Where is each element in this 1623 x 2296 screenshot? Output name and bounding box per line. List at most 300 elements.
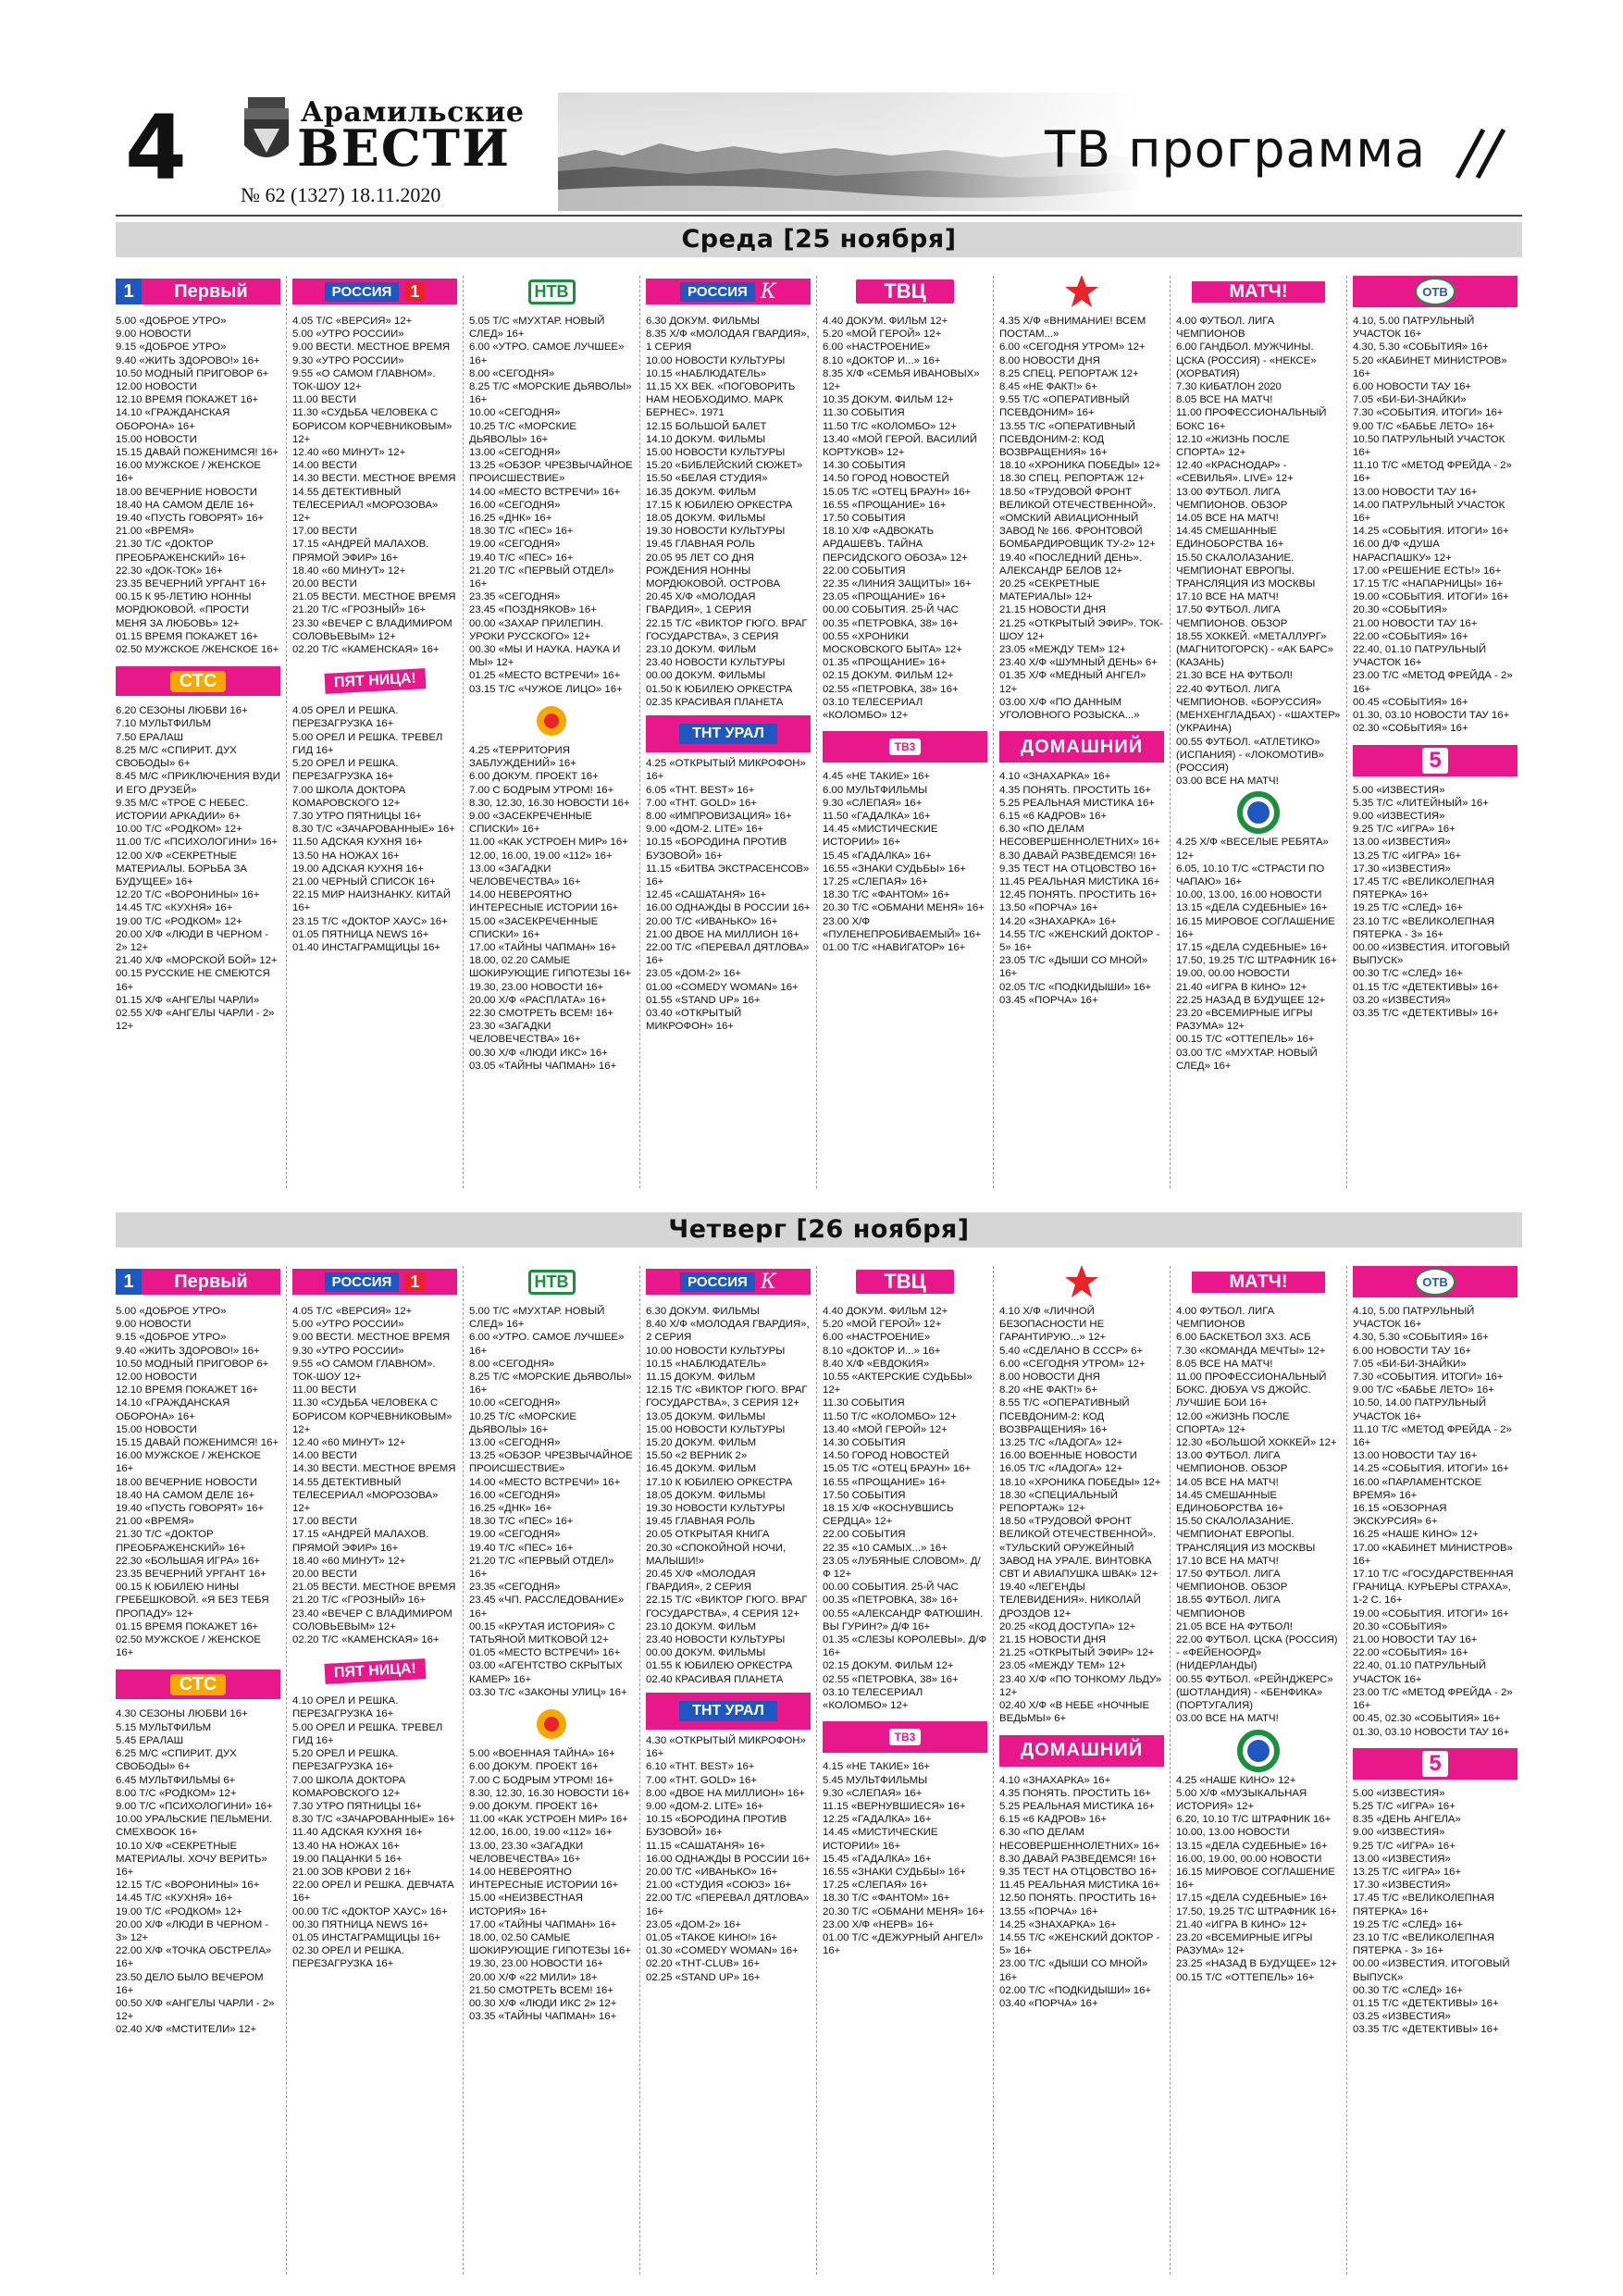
program-line: 00.00 «ИЗВЕСТИЯ. ИТОГОВЫЙ ВЫПУСК» xyxy=(1353,1958,1510,1983)
program-line: 03.35 Т/С «ДЕТЕКТИВЫ» 16+ xyxy=(1353,1007,1499,1019)
program-line: 8.20 «НЕ ФАКТ!» 6+ xyxy=(999,1384,1097,1396)
program-line: 12.00 «ЖИЗНЬ ПОСЛЕ СПОРТА» 12+ xyxy=(1176,1410,1290,1435)
channel-logo-five xyxy=(1353,745,1518,776)
program-line: 7.00 ШКОЛА ДОКТОРА КОМАРОВСКОГО 12+ xyxy=(292,784,406,809)
program-line: 5.20 «МОЙ ГЕРОЙ» 12+ xyxy=(823,1319,942,1331)
program-line: 02.50 МУЖСКОЕ / ЖЕНСКОЕ 16+ xyxy=(116,1634,261,1659)
program-line: 14.45 СМЕШАННЫЕ ЕДИНОБОРСТВА 16+ xyxy=(1176,526,1284,551)
program-line: 20.45 Х/Ф «МОЛОДАЯ ГВАРДИЯ», 2 СЕРИЯ xyxy=(646,1569,756,1594)
program-line: 23.10 Т/С «ВЕЛИКОЛЕПНАЯ ПЯТЕРКА - 3» 16+ xyxy=(1353,915,1494,940)
program-line: 21.00 ДВОЕ НА МИЛЛИОН 16+ xyxy=(646,928,799,940)
newspaper-name-top: Арамильские xyxy=(301,96,525,129)
program-line: 21.00 НОВОСТИ ТАУ 16+ xyxy=(1353,617,1478,629)
program-line: 17.00 «ТАЙНЫ ЧАПМАН» 16+ xyxy=(469,1918,617,1930)
program-line: 14.45 Т/С «КУХНЯ» 16+ xyxy=(116,1893,233,1905)
program-line: 23.05 «ДОМ-2» 16+ xyxy=(646,1918,742,1930)
column-divider xyxy=(286,276,287,1188)
program-line: 4.35 ПОНЯТЬ. ПРОСТИТЬ 16+ xyxy=(999,784,1151,796)
program-line: 6.20, 10.10 Т/С ШТРАФНИК 16+ xyxy=(1176,1814,1332,1826)
program-line: 8.55 Т/С «ОПЕРАТИВНЫЙ ПСЕВДОНИМ-2: КОД ВОЗВРАЩЕНИЯ» 16+ xyxy=(999,1397,1130,1435)
program-line: 00.45, 02.30 «СОБЫТИЯ» 16+ xyxy=(1353,1713,1501,1725)
program-line: 14.55 ДЕТЕКТИВНЫЙ ТЕЛЕСЕРИАЛ «МОРОЗОВА» 12+ xyxy=(292,1476,439,1515)
program-line: 00.55 ФУТБОЛ. «РЕЙНДЖЕРС» (ШОТЛАНДИЯ) - «БЕНФИКА» (ПОРТУГАЛИЯ) xyxy=(1176,1673,1333,1712)
program-line: 11.15 ХХ ВЕК. «ПОГОВОРИТЬ НАМ НЕОБХОДИМО. МАРК БЕРНЕС». 1971 xyxy=(646,381,796,419)
channel-logo-text: ТНТ УРАЛ xyxy=(679,1701,777,1721)
program-line: 8.10 «ДОКТОР И...» 16+ xyxy=(823,354,941,366)
program-line: 00.30 ПЯТНИЦА NEWS 16+ xyxy=(292,1918,429,1930)
program-line: 19.00 «СОБЫТИЯ. ИТОГИ» 16+ xyxy=(1353,591,1509,603)
program-line: 23.45 «ПОЗДНЯКОВ» 16+ xyxy=(469,604,597,616)
program-line: 17.00 «ТАЙНЫ ЧАПМАН» 16+ xyxy=(469,941,617,953)
channel-column xyxy=(999,276,1164,1188)
program-line: 11.50 Т/С «КОЛОМБО» 12+ xyxy=(823,420,957,432)
program-line: 22.15 Т/С «ВИКТОР ГЮГО. ВРАГ ГОСУДАРСТВА», 3 СЕРИЯ xyxy=(646,617,808,642)
channel-logo-text: НТВ xyxy=(528,279,576,304)
channel-column xyxy=(292,276,457,1188)
program-line: 22.40, 01.10 ПАТРУЛЬНЫЙ УЧАСТОК 16+ xyxy=(1353,1660,1487,1685)
channel-column xyxy=(1176,276,1341,1188)
program-line: 18.30 Т/С «ПЕС» 16+ xyxy=(469,1516,574,1528)
program-line: 00.00 ДОКУМ. ФИЛЬМЫ xyxy=(646,670,766,682)
program-line: 03.00 ВСЕ НА МАТЧ! xyxy=(1176,1713,1279,1725)
program-line: 01.35 «ПРОЩАНИЕ» 16+ xyxy=(823,657,947,669)
program-line: 21.00 «ВРЕМЯ» xyxy=(116,526,194,538)
program-line: 21.20 Т/С «ПЕРВЫЙ ОТДЕЛ» 16+ xyxy=(469,565,614,590)
program-line: 19.30, 23.00 НОВОСТИ 16+ xyxy=(469,981,604,993)
program-line: 11.40 АДСКАЯ КУХНЯ 16+ xyxy=(292,1827,423,1839)
program-line: 16.15 МИРОВОЕ СОГЛАШЕНИЕ 16+ xyxy=(1176,915,1335,940)
program-line: 19.45 ГЛАВНАЯ РОЛЬ xyxy=(646,539,756,551)
channel-block-mir xyxy=(1176,1735,1341,1984)
program-line: 4.10, 5.00 ПАТРУЛЬНЫЙ УЧАСТОК 16+ xyxy=(1353,1306,1475,1331)
program-line: 13.00 «ИЗВЕСТИЯ» xyxy=(1353,1853,1451,1865)
program-line: 13.00 ФУТБОЛ. ЛИГА ЧЕМПИОНОВ. ОБЗОР xyxy=(1176,486,1288,511)
program-line: 22.00 ОРЕЛ И РЕШКА. ДЕВЧАТА 16+ xyxy=(292,1880,454,1905)
program-line: 9.30 «СЛЕПАЯ» 16+ xyxy=(823,797,923,809)
channel-logo-number: 1 xyxy=(404,282,425,302)
channel-logo-ntv xyxy=(469,276,634,307)
program-line: 5.15 МУЛЬТФИЛЬМ xyxy=(116,1721,212,1733)
program-line: 00.55 «АЛЕКСАНДР ФАТЮШИН. ВЫ ГУРИН?» Д/Ф 16+ xyxy=(823,1607,984,1632)
program-line: 16.55 «ЗНАКИ СУДЬБЫ» 16+ xyxy=(823,1866,966,1878)
program-line: 03.40 «ПОРЧА» 16+ xyxy=(999,1997,1098,2009)
channel-logo-ural xyxy=(646,718,811,750)
program-line: 21.15 НОВОСТИ ДНЯ xyxy=(999,1634,1107,1646)
program-line: 8.30 ДАВАЙ РАЗВЕДЕМСЯ! 16+ xyxy=(999,1853,1158,1865)
program-line: 16.55 «ПРОЩАНИЕ» 16+ xyxy=(823,1476,947,1488)
program-line: 8.30 Т/С «ЗАЧАРОВАННЫЕ» 16+ xyxy=(292,824,455,836)
program-line: 02.00 Т/С «ПОДКИДЫШИ» 16+ xyxy=(999,1984,1152,1996)
program-line: 9.25 Т/С «ИГРА» 16+ xyxy=(1353,824,1456,836)
channel-logo-number: 1 xyxy=(404,1272,425,1292)
program-line: 8.30, 12.30, 16.30 НОВОСТИ 16+ xyxy=(469,1787,630,1799)
program-line: 15.00 НОВОСТИ xyxy=(116,1423,197,1435)
channel-logo-tvc xyxy=(823,1266,987,1297)
program-line: 21.20 Т/С «ГРОЗНЫЙ» 16+ xyxy=(292,1595,427,1607)
program-line: 10.15 «БОРОДИНА ПРОТИВ БУЗОВОЙ» 16+ xyxy=(646,837,787,862)
program-line: 21.05 ВСЕ НА ФУТБОЛ! xyxy=(1176,1620,1293,1632)
program-line: 14.50 ГОРОД НОВОСТЕЙ xyxy=(823,1450,949,1462)
program-line: 5.05 Т/С «МУХТАР. НОВЫЙ СЛЕД» 16+ xyxy=(469,316,605,341)
program-line: 19.00 ПАЦАНКИ 5 16+ xyxy=(292,1853,403,1865)
program-line: 8.35 «ДЕНЬ АНГЕЛА» xyxy=(1353,1814,1461,1826)
program-line: 10.50 ПАТРУЛЬНЫЙ УЧАСТОК 16+ xyxy=(1353,433,1505,459)
program-line: 13.00, 23.30 «ЗАГАДКИ ЧЕЛОВЕЧЕСТВА» 16+ xyxy=(469,1840,584,1865)
program-line: 8.00 «СЕГОДНЯ» xyxy=(469,367,555,379)
channel-logo-number: К xyxy=(760,1270,776,1294)
program-line: 23.00 Т/С «МЕТОД ФРЕЙДА - 2» 16+ xyxy=(1353,670,1513,695)
program-line: 13.15 «ДЕЛА СУДЕБНЫЕ» 16+ xyxy=(1176,902,1328,914)
program-line: 12.40 «60 МИНУТ» 12+ xyxy=(292,1437,406,1449)
program-line: 14.00 ВЕСТИ xyxy=(292,460,357,472)
program-line: 14.25 «СОБЫТИЯ. ИТОГИ» 16+ xyxy=(1353,1463,1509,1475)
program-line: 20.25 «СЕКРЕТНЫЕ МАТЕРИАЛЫ» 12+ xyxy=(999,578,1100,603)
program-line: 9.35 М/С «ТРОЕ С НЕБЕС. ИСТОРИИ АРКАДИИ» 6+ xyxy=(116,797,249,822)
column-divider xyxy=(1346,276,1347,1188)
program-line: 14.00 ПАТРУЛЬНЫЙ УЧАСТОК 16+ xyxy=(1353,499,1505,525)
coat-of-arms-icon xyxy=(241,97,292,169)
program-line: 01.30, 03.10 НОВОСТИ ТАУ 16+ xyxy=(1353,710,1510,722)
channel-block-pyat xyxy=(292,1656,457,1970)
program-line: 23.25 «НАЗАД В БУДУЩЕЕ» 12+ xyxy=(1176,1958,1337,1970)
channel-block-tvc xyxy=(823,1266,987,1712)
channel-block-tv3 xyxy=(823,1721,987,1957)
program-line: 4.05 ОРЕЛ И РЕШКА. ПЕРЕЗАГРУЗКА 16+ xyxy=(292,705,399,730)
program-line: 20.30 Т/С «ОБМАНИ МЕНЯ» 16+ xyxy=(823,1905,985,1917)
program-line: 4.25 Х/Ф «ВЕСЕЛЫЕ РЕБЯТА» 12+ xyxy=(1176,837,1329,862)
program-line: 21.20 Т/С «ПЕРВЫЙ ОТДЕЛ» 16+ xyxy=(469,1555,614,1581)
program-line: 17.15 «ДЕЛА СУДЕБНЫЕ» 16+ xyxy=(1176,941,1328,953)
channel-block-dom xyxy=(999,731,1164,1007)
column-divider xyxy=(639,1266,640,2275)
program-line: 11.45 РЕАЛЬНАЯ МИСТИКА 16+ xyxy=(999,1880,1160,1892)
channel-block-match xyxy=(1176,276,1341,788)
program-line: 00.50 Х/Ф «АНГЕЛЫ ЧАРЛИ - 2» 12+ xyxy=(116,1997,275,2023)
program-line: 14.55 Т/С «ЖЕНСКИЙ ДОКТОР - 5» 16+ xyxy=(999,1931,1160,1957)
program-line: 00.30 Т/С «СЛЕД» 16+ xyxy=(1353,1984,1463,1996)
column-divider xyxy=(1346,1266,1347,2275)
program-line: 8.35 Х/Ф «СЕМЬЯ ИВАНОВЫХ» 12+ xyxy=(823,367,980,393)
channel-logo-text: ОТВ xyxy=(1415,278,1456,305)
program-line: 21.20 Т/С «ГРОЗНЫЙ» 16+ xyxy=(292,604,427,616)
program-line: 15.15 ДАВАЙ ПОЖЕНИМСЯ! 16+ xyxy=(116,447,279,459)
program-line: 4.10, 5.00 ПАТРУЛЬНЫЙ УЧАСТОК 16+ xyxy=(1353,316,1475,341)
program-line: 00.30 Х/Ф «ЛЮДИ ИКС 2» 12+ xyxy=(469,1997,617,2009)
program-line: 6.00 «УТРО. САМОЕ ЛУЧШЕЕ» 16+ xyxy=(469,341,625,366)
program-line: 00.00 СОБЫТИЯ. 25-Й ЧАС xyxy=(823,1582,959,1594)
program-line: 01.50 К ЮБИЛЕЮ ОРКЕСТРА xyxy=(646,683,793,695)
program-line: 16.45 ДОКУМ. ФИЛЬМ xyxy=(646,1463,757,1475)
program-line: 02.55 Х/Ф «АНГЕЛЫ ЧАРЛИ - 2» 12+ xyxy=(116,1007,275,1033)
program-line: 10.00, 13.00, 16.00 НОВОСТИ xyxy=(1176,889,1322,901)
program-line: 19.00 АДСКАЯ КУХНЯ 16+ xyxy=(292,863,424,875)
program-line: 02.35 КРАСИВАЯ ПЛАНЕТА xyxy=(646,696,784,708)
channel-logo-perviy xyxy=(116,276,280,307)
program-line: 02.15 ДОКУМ. ФИЛЬМ 12+ xyxy=(823,670,954,682)
program-line: 18.30 СПЕЦ. РЕПОРТАЖ 12+ xyxy=(999,473,1145,485)
program-line: 14.05 ВСЕ НА МАТЧ! xyxy=(1176,1476,1279,1488)
channel-logo-kultura xyxy=(646,276,811,307)
program-line: 21.50 СМОТРЕТЬ ВСЕМ! 16+ xyxy=(469,1984,614,1996)
program-line: 6.30 ДОКУМ. ФИЛЬМЫ xyxy=(646,316,760,327)
program-line: 14.10 «ГРАЖДАНСКАЯ ОБОРОНА» 16+ xyxy=(116,1397,230,1422)
channel-logo-dom xyxy=(999,731,1164,763)
program-line: 14.00 НЕВЕРОЯТНО ИНТЕРЕСНЫЕ ИСТОРИИ 16+ xyxy=(469,889,619,914)
channel-logo-zvezda xyxy=(999,1266,1164,1297)
channel-logo-ren xyxy=(469,705,634,737)
channel-block-kultura xyxy=(646,276,811,709)
channel-logo-text: ТВ3 xyxy=(889,738,922,755)
channel-column xyxy=(823,276,987,1188)
program-line: 12.25 «ГАДАЛКА» 16+ xyxy=(823,1814,932,1826)
program-line: 17.15 «АНДРЕЙ МАЛАХОВ. ПРЯМОЙ ЭФИР» 16+ xyxy=(292,539,429,564)
program-line: 12.40 «КРАСНОДАР» - «СЕВИЛЬЯ». LIVE» 12+ xyxy=(1176,460,1294,485)
program-line: 8.30, 12.30, 16.30 НОВОСТИ 16+ xyxy=(469,797,630,809)
program-line: 13.40 НА НОЖАХ 16+ xyxy=(292,1840,400,1852)
program-line: 11.45 РЕАЛЬНАЯ МИСТИКА 16+ xyxy=(999,875,1160,887)
program-line: 12.45 «САШАТАНЯ» 16+ xyxy=(646,889,767,901)
program-line: 01.15 Т/С «ДЕТЕКТИВЫ» 16+ xyxy=(1353,1997,1499,2009)
program-line: 14.30 ВЕСТИ. МЕСТНОЕ ВРЕМЯ xyxy=(292,1463,456,1475)
program-line: 19.40 «ЛЕГЕНДЫ ТЕЛЕВИДЕНИЯ». НИКОЛАЙ ДРОЗДОВ 12+ xyxy=(999,1582,1141,1620)
program-line: 01.55 К ЮБИЛЕЮ ОРКЕСТРА xyxy=(646,1660,793,1672)
program-line: 22.25 НАЗАД В БУДУЩЕЕ 12+ xyxy=(1176,994,1326,1006)
program-line: 18.50 «ТРУДОВОЙ ФРОНТ ВЕЛИКОЙ ОТЕЧЕСТВЕННОЙ». «ОМСКИЙ АВИАЦИОННЫЙ ЗАВОД № 166. ФРОНТОВОЙ БОМБАРДИРОВЩИК ТУ-2» 12+ xyxy=(999,486,1157,551)
program-line: 10.35 ДОКУМ. ФИЛЬМ 12+ xyxy=(823,394,954,406)
channel-block-ntv xyxy=(469,276,634,696)
program-line: 20.30 «СОБЫТИЯ» xyxy=(1353,604,1448,616)
program-line: 22.15 Т/С «ВИКТОР ГЮГО. ВРАГ ГОСУДАРСТВА», 4 СЕРИЯ 12+ xyxy=(646,1595,808,1620)
program-line: 14.30 СОБЫТИЯ xyxy=(823,1437,906,1449)
program-line: 01.40 ИНСТАГРАМЩИЦЫ 16+ xyxy=(292,941,441,953)
channel-logo-text: ТНТ УРАЛ xyxy=(679,724,777,744)
program-line: 5.00 «ИЗВЕСТИЯ» xyxy=(1353,1787,1445,1799)
channel-logo-five xyxy=(1353,1748,1518,1780)
channel-logo-mir xyxy=(1176,1735,1341,1767)
program-line: 13.00 НОВОСТИ ТАУ 16+ xyxy=(1353,486,1478,498)
channel-column xyxy=(116,276,280,1188)
program-line: 8.25 Т/С «МОРСКИЕ ДЬЯВОЛЫ» 16+ xyxy=(469,381,632,406)
mir-globe-icon xyxy=(1237,1730,1280,1772)
program-line: 22.40, 01.10 ПАТРУЛЬНЫЙ УЧАСТОК 16+ xyxy=(1353,644,1487,669)
program-line: 13.25 Т/С «ЛАДОГА» 12+ xyxy=(999,1437,1123,1449)
program-line: 8.00 «ИМПРОВИЗАЦИЯ» 16+ xyxy=(646,810,792,822)
program-line: 5.00 Т/С «МУХТАР. НОВЫЙ СЛЕД» 16+ xyxy=(469,1306,605,1331)
channel-logo-text: ДОМАШНИЙ xyxy=(1020,1740,1144,1760)
program-line: 22.30 «БОЛЬШАЯ ИГРА» 16+ xyxy=(116,1555,261,1567)
channel-logo-ntv xyxy=(469,1266,634,1297)
program-line: 03.30 Т/С «ЗАКОНЫ УЛИЦ» 16+ xyxy=(469,1686,627,1698)
program-line: 18.00, 02.20 САМЫЕ ШОКИРУЮЩИЕ ГИПОТЕЗЫ 16+ xyxy=(469,955,631,980)
program-line: 00.00 Т/С «ДОКТОР ХАУС» 16+ xyxy=(292,1905,448,1917)
program-line: 22.30 СМОТРЕТЬ ВСЕМ! 16+ xyxy=(469,1007,614,1019)
channel-column xyxy=(646,1266,811,2275)
star-icon xyxy=(1063,1266,1100,1300)
program-line: 13.25 Т/С «ИГРА» 16+ xyxy=(1353,850,1462,862)
program-line: 4.10 «ЗНАХАРКА» 16+ xyxy=(999,771,1111,783)
program-line: 4.25 «ОТКРЫТЫЙ МИКРОФОН» 16+ xyxy=(646,758,806,783)
program-line: 15.45 «ГАДАЛКА» 16+ xyxy=(823,1853,932,1865)
program-line: 6.00 МУЛЬТФИЛЬМЫ xyxy=(823,784,928,796)
day-title-wednesday: Среда [25 ноября] xyxy=(116,222,1522,257)
channel-block-tvc xyxy=(823,276,987,722)
program-line: 16.25 «НАШЕ КИНО» 12+ xyxy=(1353,1529,1479,1541)
program-line: 11.30 «СУДЬБА ЧЕЛОВЕКА С БОРИСОМ КОРЧЕВНИКОВЫМ» 12+ xyxy=(292,407,452,445)
program-line: 22.00 Т/С «ПЕРЕВАЛ ДЯТЛОВА» 16+ xyxy=(646,1893,810,1917)
program-line: 23.40 «ВЕЧЕР С ВЛАДИМИРОМ СОЛОВЬЕВЫМ» 12+ xyxy=(292,1607,452,1632)
program-line: 02.25 «STAND UP» 16+ xyxy=(646,1971,761,1983)
program-line: 13.25 Т/С «ИГРА» 16+ xyxy=(1353,1866,1462,1878)
program-line: 14.20 «ЗНАХАРКА» 16+ xyxy=(999,915,1117,927)
program-line: 16.35 ДОКУМ. ФИЛЬМ xyxy=(646,486,757,498)
program-line: 20.45 Х/Ф «МОЛОДАЯ ГВАРДИЯ», 1 СЕРИЯ xyxy=(646,591,756,616)
program-line: 4.30, 5.30 «СОБЫТИЯ» 16+ xyxy=(1353,341,1489,354)
program-line: 02.40 Х/Ф «В НЕБЕ «НОЧНЫЕ ВЕДЬМЫ» 6+ xyxy=(999,1700,1150,1725)
program-line: 6.00 БАСКЕТБОЛ 3Х3. АСБ xyxy=(1176,1332,1311,1344)
channel-logo-text: СТС xyxy=(170,1674,227,1695)
program-line: 03.00 Т/С «МУХТАР. НОВЫЙ СЛЕД» 16+ xyxy=(1176,1047,1318,1072)
program-line: 19.30 НОВОСТИ КУЛЬТУРЫ xyxy=(646,526,786,538)
program-line: 10.25 Т/С «МОРСКИЕ ДЬЯВОЛЫ» 16+ xyxy=(469,1410,576,1435)
program-line: 13.00 «СЕГОДНЯ» xyxy=(469,1437,561,1449)
day-title-thursday: Четверг [26 ноября] xyxy=(116,1212,1522,1247)
program-line: 6.45 МУЛЬТФИЛЬМЫ 6+ xyxy=(116,1774,236,1786)
program-line: 19.30 НОВОСТИ КУЛЬТУРЫ xyxy=(646,1503,786,1515)
channel-column xyxy=(116,1266,280,2275)
program-line: 10.15 «БОРОДИНА ПРОТИВ БУЗОВОЙ» 16+ xyxy=(646,1814,787,1839)
program-line: 02.40 Х/Ф «МСТИТЕЛИ» 12+ xyxy=(116,2024,257,2036)
program-line: 03.00 «АГЕНТСТВО СКРЫТЫХ КАМЕР» 16+ xyxy=(469,1660,623,1685)
program-line: 10.50, 14.00 ПАТРУЛЬНЫЙ УЧАСТОК 16+ xyxy=(1353,1397,1487,1422)
program-line: 16.00 МУЖСКОЕ / ЖЕНСКОЕ 16+ xyxy=(116,1450,261,1475)
program-line: 02.15 ДОКУМ. ФИЛЬМ 12+ xyxy=(823,1660,954,1672)
program-line: 13.00 «ИЗВЕСТИЯ» xyxy=(1353,837,1451,849)
program-line: 22.15 МИР НАИЗНАНКУ. КИТАЙ 16+ xyxy=(292,889,452,914)
program-line: 00.00 «ИЗВЕСТИЯ. ИТОГОВЫЙ ВЫПУСК» xyxy=(1353,941,1510,967)
program-line: 9.00 «ДОМ-2. LITE» 16+ xyxy=(646,824,764,836)
channel-block-perviy xyxy=(116,1266,280,1659)
program-line: 9.15 «ДОБРОЕ УТРО» xyxy=(116,341,227,354)
program-line: 6.15 «6 КАДРОВ» 16+ xyxy=(999,1814,1108,1826)
program-line: 18.15 Х/Ф «КОСНУВШИСЬ СЕРДЦА» 12+ xyxy=(823,1503,954,1528)
channel-column xyxy=(1353,276,1518,1188)
program-line: 5.20 ОРЕЛ И РЕШКА. ПЕРЕЗАГРУЗКА 16+ xyxy=(292,1748,399,1773)
program-line: 8.45 М/С «ПРИКЛЮЧЕНИЯ ВУДИ И ЕГО ДРУЗЕЙ» xyxy=(116,771,280,796)
page-number: 4 xyxy=(125,96,187,200)
program-line: 20.05 ОТКРЫТАЯ КНИГА xyxy=(646,1529,770,1541)
program-line: 03.00 Х/Ф «ПО ДАННЫМ УГОЛОВНОГО РОЗЫСКА...» xyxy=(999,696,1140,722)
program-line: 23.20 «ВСЕМИРНЫЕ ИГРЫ РАЗУМА» 12+ xyxy=(1176,1007,1313,1033)
program-line: 13.05 ДОКУМ. ФИЛЬМЫ xyxy=(646,1410,766,1422)
channel-block-rossia1 xyxy=(292,276,457,656)
program-line: 16.00, 19.00, 00.00 НОВОСТИ xyxy=(1176,1853,1322,1865)
program-line: 01.15 Т/С «ДЕТЕКТИВЫ» 16+ xyxy=(1353,981,1499,993)
program-line: 00.00 «ЗАХАР ПРИЛЕПИН. УРОКИ РУССКОГО» 12+ xyxy=(469,617,604,642)
program-line: 01.25 «МЕСТО ВСТРЕЧИ» 16+ xyxy=(469,670,621,682)
program-line: 18.40 НА САМОМ ДЕЛЕ 16+ xyxy=(116,499,255,511)
channel-block-zvezda xyxy=(999,276,1164,722)
program-line: 10.10 Х/Ф «СЕКРЕТНЫЕ МАТЕРИАЛЫ. ХОЧУ ВЕРИТЬ» 16+ xyxy=(116,1840,267,1878)
program-line: 17.10 ВСЕ НА МАТЧ! xyxy=(1176,591,1279,603)
program-line: 13.40 «МОЙ ГЕРОЙ. ВАСИЛИЙ КОРТУКОВ» 12+ xyxy=(823,433,978,459)
program-line: 00.15 Т/С «ОТТЕПЕЛЬ» 16+ xyxy=(1176,1971,1315,1983)
program-line: 15.50 СКАЛОЛАЗАНИЕ. ЧЕМПИОНАТ ЕВРОПЫ. ТРАНСЛЯЦИЯ ИЗ МОСКВЫ xyxy=(1176,552,1316,590)
program-line: 03.15 Т/С «ЧУЖОЕ ЛИЦО» 16+ xyxy=(469,683,623,695)
program-line: 21.25 «ОТКРЫТЫЙ ЭФИР». ТОК-ШОУ 12+ xyxy=(999,617,1163,642)
program-line: 17.50, 19.25 Т/С ШТРАФНИК 16+ xyxy=(1176,955,1337,967)
program-line: 15.05 Т/С «ОТЕЦ БРАУН» 16+ xyxy=(823,1463,972,1475)
program-line: 14.25 «ЗНАХАРКА» 16+ xyxy=(999,1918,1117,1930)
program-line: 10.15 «НАБЛЮДАТЕЛЬ» xyxy=(646,1358,767,1370)
program-line: 01.30, 03.10 НОВОСТИ ТАУ 16+ xyxy=(1353,1726,1510,1738)
program-line: 7.00 С БОДРЫМ УТРОМ! 16+ xyxy=(469,1774,614,1786)
program-line: 6.00 НОВОСТИ ТАУ 16+ xyxy=(1353,381,1472,393)
program-line: 11.30 СОБЫТИЯ xyxy=(823,407,905,419)
program-line: 23.15 Т/С «ДОКТОР ХАУС» 16+ xyxy=(292,915,448,927)
channel-logo-stc xyxy=(116,665,280,697)
program-line: 23.00 Х/Ф «ПУЛЕНЕПРОБИВАЕМЫЙ» 16+ xyxy=(823,915,982,940)
program-line: 10.00, 13.00 НОВОСТИ xyxy=(1176,1827,1290,1839)
program-line: 20.00 Х/Ф «РАСПЛАТА» 16+ xyxy=(469,994,607,1006)
program-line: 9.15 «ДОБРОЕ УТРО» xyxy=(116,1332,227,1344)
program-line: 4.45 «НЕ ТАКИЕ» 16+ xyxy=(823,771,931,783)
channel-block-mir xyxy=(1176,797,1341,1073)
channel-logo-text: ПЯТ НИЦА! xyxy=(324,668,426,694)
column-divider xyxy=(463,276,464,1188)
program-line: 19.40 Т/С «ПЕС» 16+ xyxy=(469,1542,574,1554)
channel-logo-ural xyxy=(646,1695,811,1727)
program-line: 03.05 «ТАЙНЫ ЧАПМАН» 16+ xyxy=(469,1060,617,1072)
program-line: 12.50 ПОНЯТЬ. ПРОСТИТЬ 16+ xyxy=(999,1893,1158,1905)
program-line: 18.05 ДОКУМ. ФИЛЬМЫ xyxy=(646,1489,766,1501)
program-line: 8.25 Т/С «МОРСКИЕ ДЬЯВОЛЫ» 16+ xyxy=(469,1371,632,1396)
program-line: 23.35 ВЕЧЕРНИЙ УРГАНТ 16+ xyxy=(116,1569,266,1581)
channel-logo-mir xyxy=(1176,797,1341,828)
program-line: 8.00 НОВОСТИ ДНЯ xyxy=(999,1371,1100,1384)
program-line: 8.30 ДАВАЙ РАЗВЕДЕМСЯ! 16+ xyxy=(999,850,1158,862)
program-line: 23.35 «СЕГОДНЯ» xyxy=(469,1582,561,1594)
program-line: 01.30 «COMEDY WOMAN» 16+ xyxy=(646,1945,799,1957)
program-line: 7.30 «КОМАНДА МЕЧТЫ» 12+ xyxy=(1176,1345,1326,1357)
program-line: 23.05 «ЛУБЯНЫЕ СЛОВОМ». Д/Ф 12+ xyxy=(823,1555,981,1581)
program-line: 4.25 «НАШЕ КИНО» 12+ xyxy=(1176,1774,1296,1786)
program-line: 15.50 «2 ВЕРНИК 2» xyxy=(646,1450,748,1462)
program-line: 21.40 «ИГРА В КИНО» 12+ xyxy=(1176,1918,1307,1930)
program-line: 16.55 «ЗНАКИ СУДЬБЫ» 16+ xyxy=(823,863,966,875)
program-line: 6.05 «ТНТ. BEST» 16+ xyxy=(646,784,755,796)
program-line: 19.00 «СЕГОДНЯ» xyxy=(469,1529,561,1541)
program-line: 01.15 Х/Ф «АНГЕЛЫ ЧАРЛИ» xyxy=(116,994,260,1006)
program-line: 7.00 «ТНТ. GOLD» 16+ xyxy=(646,1774,757,1786)
program-line: 8.00 «ДВОЕ НА МИЛЛИОН» 16+ xyxy=(646,1787,805,1799)
program-line: 8.25 М/С «СПИРИТ. ДУХ СВОБОДЫ» 6+ xyxy=(116,744,237,770)
program-line: 6.00 ДОКУМ. ПРОЕКТ 16+ xyxy=(469,771,599,783)
program-line: 17.00 «РЕШЕНИЕ ЕСТЬ!» 16+ xyxy=(1353,565,1502,577)
program-line: 12.15 БОЛЬШОЙ БАЛЕТ xyxy=(646,420,767,432)
program-line: 9.00 ДОКУМ. ПРОЕКТ 16+ xyxy=(469,1800,599,1812)
program-line: 01.00 Т/С «ДЕЖУРНЫЙ АНГЕЛ» 16+ xyxy=(823,1931,984,1957)
program-line: 6.00 «УТРО. САМОЕ ЛУЧШЕЕ» 16+ xyxy=(469,1332,625,1357)
program-line: 14.00 «МЕСТО ВСТРЕЧИ» 16+ xyxy=(469,486,621,498)
program-line: 17.15 «АНДРЕЙ МАЛАХОВ. ПРЯМОЙ ЭФИР» 16+ xyxy=(292,1529,429,1554)
program-line: 14.45 «МИСТИЧЕСКИЕ ИСТОРИИ» 16+ xyxy=(823,824,938,849)
program-line: 23.40 НОВОСТИ КУЛЬТУРЫ xyxy=(646,657,786,669)
program-line: 6.00 «НАСТРОЕНИЕ» xyxy=(823,341,931,354)
program-line: 13.00 «СЕГОДНЯ» xyxy=(469,447,561,459)
program-line: 20.30 Т/С «ОБМАНИ МЕНЯ» 16+ xyxy=(823,902,985,914)
program-line: 12.20 Т/С «ВОРОНИНЫ» 16+ xyxy=(116,889,260,901)
program-line: 7.30 УТРО ПЯТНИЦЫ 16+ xyxy=(292,1800,422,1812)
